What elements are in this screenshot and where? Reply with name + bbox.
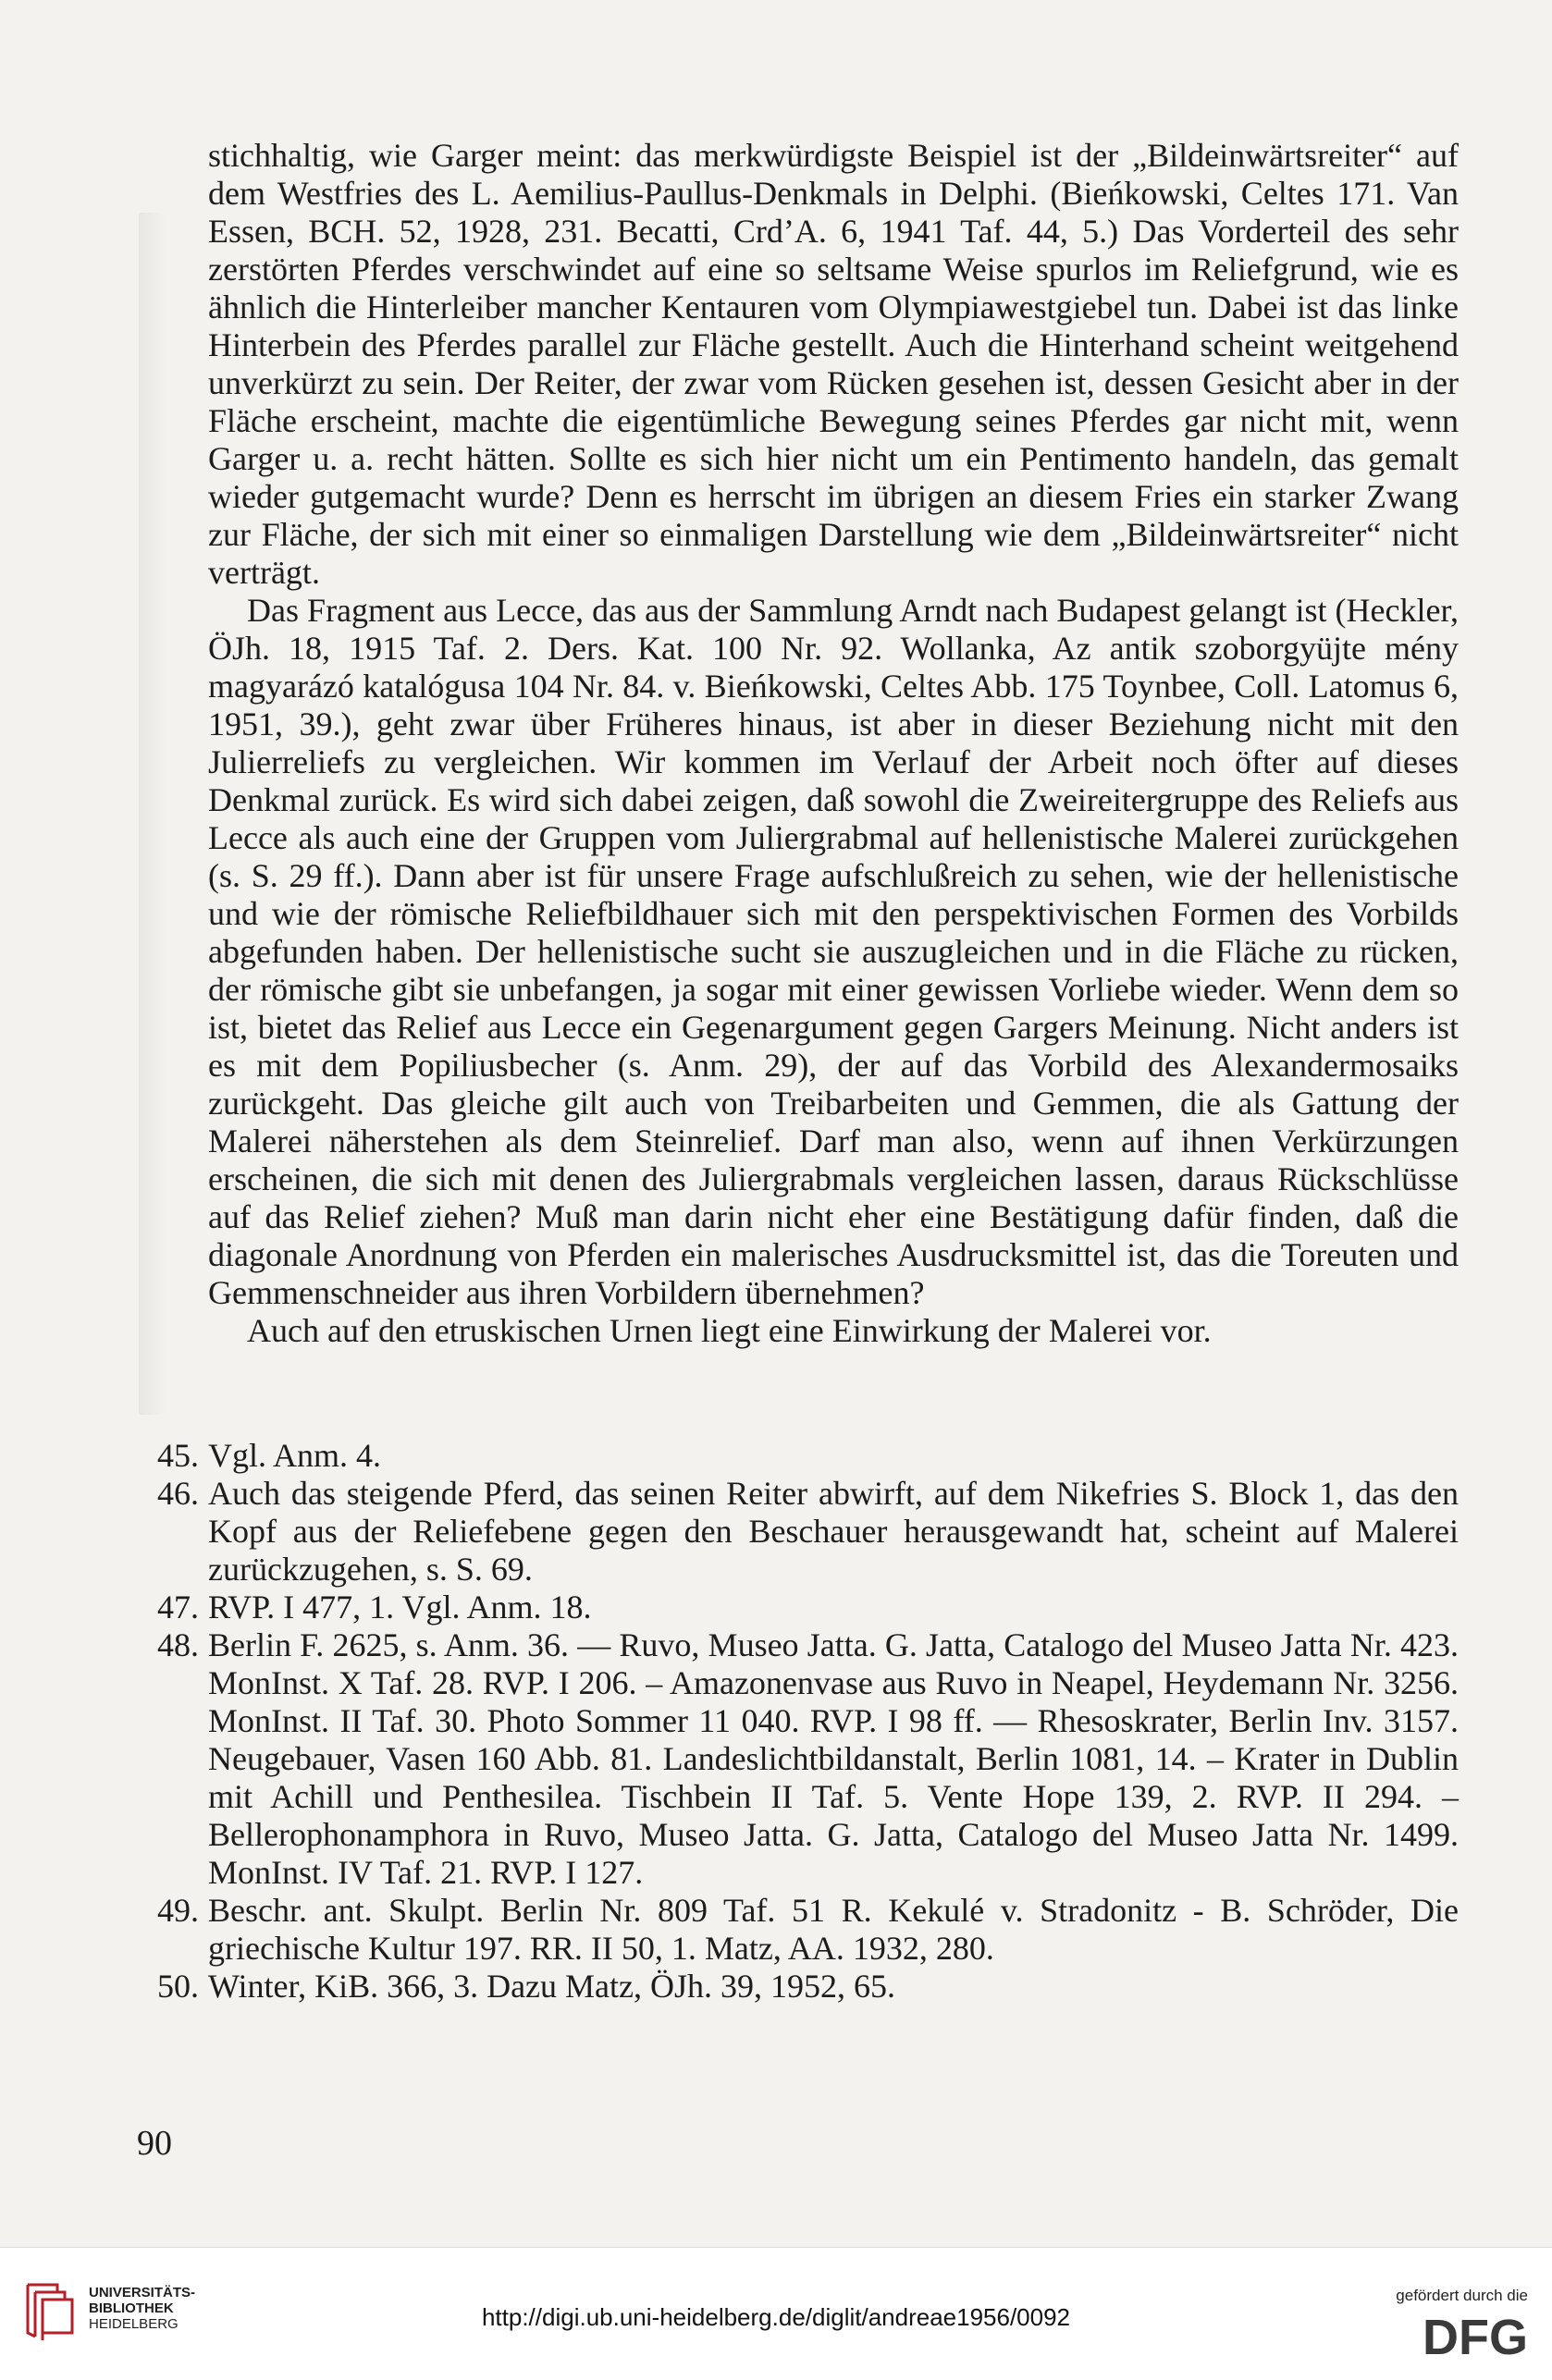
permalink-url[interactable]: http://digi.ub.uni-heidelberg.de/diglit/andreae1956/0092 (481, 2303, 1071, 2331)
body-paragraph-3: Auch auf den etruskischen Urnen liegt eine Einwirkung der Malerei vor. (247, 1312, 1212, 1349)
footnote (157, 1892, 1459, 1968)
footnote-number: 45. (157, 1437, 199, 1474)
footnote (157, 1968, 1459, 2006)
page-number: 90 (137, 2124, 172, 2163)
body-text (208, 137, 1459, 1350)
body-paragraph-1: stichhaltig, wie Garger meint: das merkwürdigste Beispiel ist der „Bildeinwärtsreiter“ auf dem Westfries des L. Aemilius-Paullus-Denkmals in Delphi. (Bieńkowski, Celtes 171. Van Essen, BCH. 52, 1928, 231. Becatti, Crd’A. 6, 1941 Taf. 44, 5.) Das Vorderteil des sehr zerstörten Pferdes verschwindet auf eine so seltsame Weise spurlos im Reliefgrund, wie es ähnlich die Hinterleiber mancher Kentauren vom Olympiawestgiebel tun. Dabei ist das linke Hinterbein des Pferdes parallel zur Fläche gestellt. Auch die Hinterhand scheint weitgehend unverkürzt zu sein. Der Reiter, der zwar vom Rücken gesehen ist, dessen Gesicht aber in der Fläche erscheint, machte die eigentümliche Bewegung seines Pferdes gar nicht mit, wenn Garger u. a. recht hätten. Sollte es sich hier nicht um ein Pentimento handeln, das gemalt wieder gutgemacht wurde? Denn es herrscht im übrigen an diesem Fries ein starker Zwang zur Fläche, der sich mit einer so einmaligen Darstellung wie dem „Bildeinwärtsreiter“ nicht verträgt. (208, 137, 1459, 591)
footnote (157, 1475, 1459, 1589)
library-name-line: BIBLIOTHEK (89, 2300, 174, 2316)
funding-caption: gefördert durch die (1396, 2287, 1528, 2304)
footnote-number: 48. (157, 1626, 199, 1663)
footnote-text: Beschr. ant. Skulpt. Berlin Nr. 809 Taf. 51 R. Kekulé v. Stradonitz - B. Schröder, Die griechische Kultur 197. RR. II 50, 1. Matz, AA. 1932, 280. (208, 1892, 1459, 1967)
footnotes (157, 1437, 1459, 2006)
footnote-text: Auch das steigende Pferd, das seinen Reiter abwirft, auf dem Nikefries S. Block 1, das den Kopf aus der Reliefebene gegen den Beschauer herausgewandt hat, scheint auf Malerei zurückzugehen, s. S. 69. (208, 1475, 1459, 1588)
footnote-text: Berlin F. 2625, s. Anm. 36. — Ruvo, Museo Jatta. G. Jatta, Catalogo del Museo Jatta Nr. 423. MonInst. X Taf. 28. RVP. I 206. – Amazonenvase aus Ruvo in Neapel, Heydemann Nr. 3256. MonInst. II Taf. 30. Photo Sommer 11 040. RVP. I 98 ff. — Rhesoskrater, Berlin Inv. 3157. Neugebauer, Vasen 160 Abb. 81. Landeslichtbildanstalt, Berlin 1081, 14. – Krater in Dublin mit Achill und Penthesilea. Tischbein II Taf. 5. Vente Hope 139, 2. RVP. II 294. – Bellerophonamphora in Ruvo, Museo Jatta. G. Jatta, Catalogo del Museo Jatta Nr. 1499. MonInst. IV Taf. 21. RVP. I 127. (208, 1626, 1459, 1891)
footnote-text: Vgl. Anm. 4. (208, 1437, 382, 1474)
footnote-number: 49. (157, 1892, 199, 1929)
footnote (157, 1437, 1459, 1475)
show-through-shadow (139, 213, 166, 1415)
footnote-number: 50. (157, 1968, 199, 2005)
footnote (157, 1626, 1459, 1892)
dfg-logo-text: DFG (1423, 2311, 1528, 2359)
footnote-text: RVP. I 477, 1. Vgl. Anm. 18. (208, 1589, 592, 1626)
footnote (157, 1589, 1459, 1626)
dfg-logo-icon (1398, 2311, 1528, 2359)
library-name-line: UNIVERSITÄTS- (89, 2285, 196, 2300)
digitization-footer (0, 2247, 1552, 2380)
body-paragraph-2: Das Fragment aus Lecce, das aus der Sammlung Arndt nach Budapest gelangt ist (Heckler, ÖJh. 18, 1915 Taf. 2. Ders. Kat. 100 Nr. 92. Wollanka, Az antik szoborgyüjte mény magyarázó katalógusa 104 Nr. 84. v. Bieńkowski, Celtes Abb. 175 Toynbee, Coll. Latomus 6, 1951, 39.), geht zwar über Früheres hinaus, ist aber in dieser Beziehung nicht mit den Julierreliefs zu vergleichen. Wir kommen im Verlauf der Arbeit noch öfter auf dieses Denkmal zurück. Es wird sich dabei zeigen, daß sowohl die Zweireitergruppe des Reliefs aus Lecce als auch eine der Gruppen vom Juliergrabmal auf hellenistische Malerei zurückgehen (s. S. 29 ff.). Dann aber ist für unsere Frage aufschlußreich zu sehen, wie der hellenistische und wie der römische Reliefbildhauer sich mit den perspektivischen Formen des Vorbilds abgefunden haben. Der hellenistische sucht sie auszugleichen und in die Fläche zu rücken, der römische gibt sie unbefangen, ja sogar mit einer gewissen Vorliebe wieder. Wenn dem so ist, bietet das Relief aus Lecce ein Gegenargument gegen Gargers Meinung. Nicht anders ist es mit dem Popiliusbecher (s. Anm. 29), der auf das Vorbild des Alexandermosaiks zurückgeht. Das gleiche gilt auch von Treibarbeiten und Gemmen, die als Gattung der Malerei näherstehen als dem Steinrelief. Darf man also, wenn auf ihnen Verkürzungen erscheinen, die sich mit denen des Juliergrabmals vergleichen lassen, daraus Rückschlüsse auf das Relief ziehen? Muß man darin nicht eher eine Bestätigung dafür finden, daß die diagonale Anordnung von Pferden ein malerisches Ausdrucksmittel ist, das die Toreuten und Gemmenschneider aus ihren Vorbildern übernehmen? (208, 592, 1459, 1311)
library-name-line: HEIDELBERG (89, 2316, 179, 2332)
footnote-number: 46. (157, 1475, 199, 1512)
footnote-text: Winter, KiB. 366, 3. Dazu Matz, ÖJh. 39, 1952, 65. (208, 1968, 896, 2005)
footnote-number: 47. (157, 1589, 199, 1626)
